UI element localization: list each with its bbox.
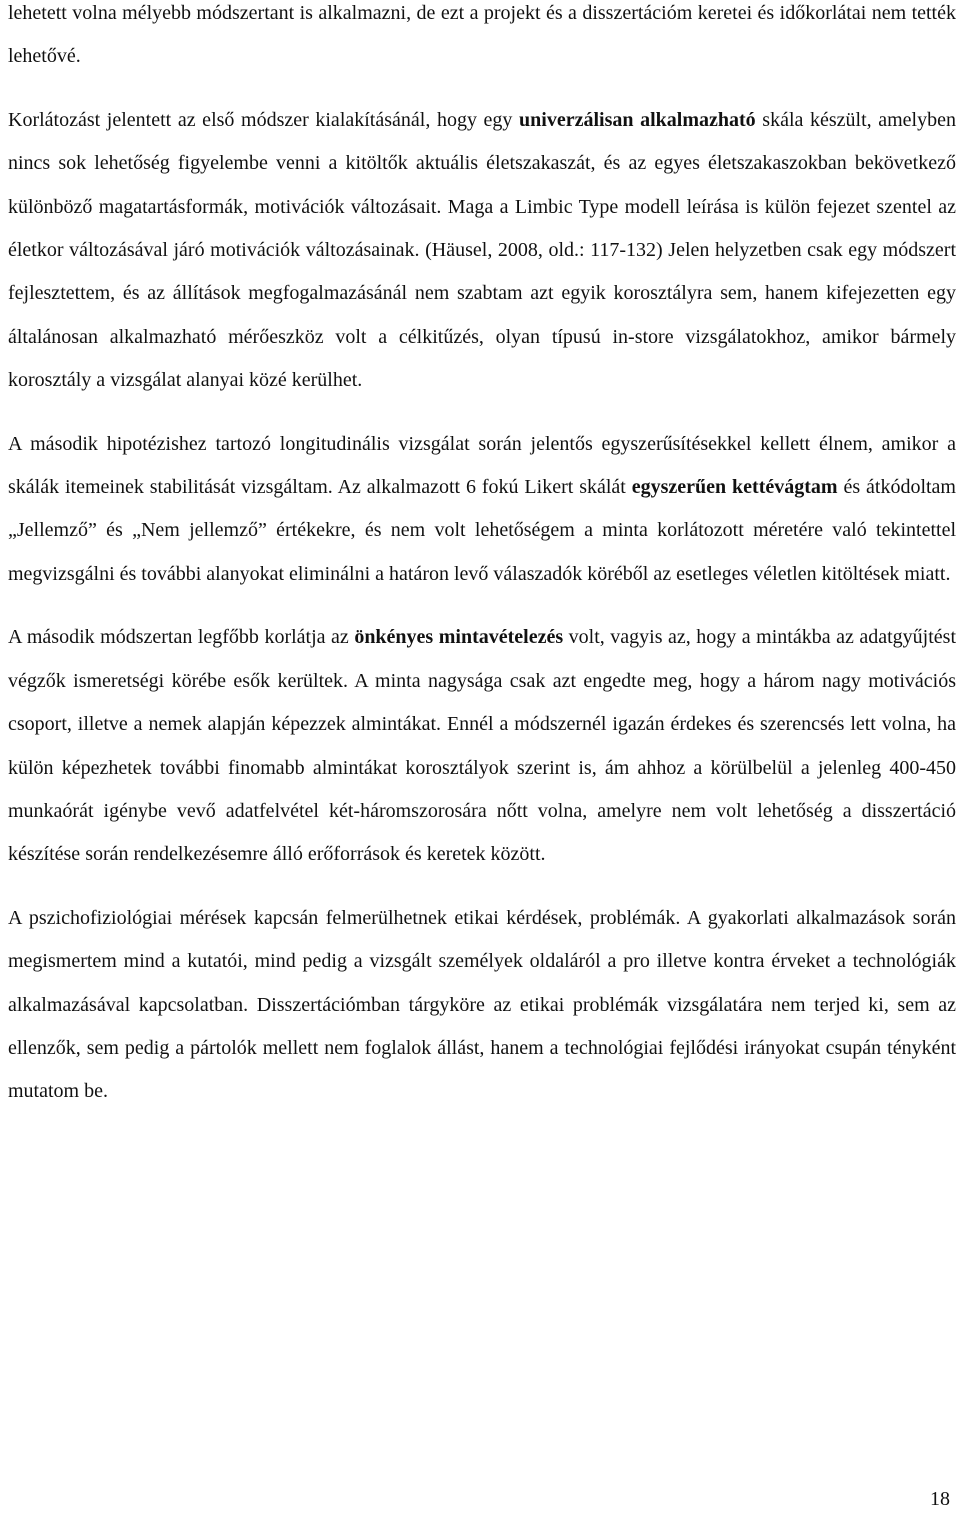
text-run: A pszichofiziológiai mérések kapcsán felmerülhetnek etikai kérdések, problémák. A gyakorlati alkalmazások során megismertem mind a kutatói, mind pedig a vizsgált személyek oldaláról a pro illetve kontra érveket a technológiák alkalmazásával kapcsolatban. Disszertációmban tárgyköre az etikai problémák vizsgálatára nem terjed ki, sem az ellenzők, sem pedig a pártolók mellett nem foglalok állást, hanem a technológiai fejlődési irányokat csupán tényként mutatom be. (8, 906, 956, 1103)
emphasis-text: önkényes mintavételezés (354, 626, 564, 649)
text-run: volt, vagyis az, hogy a mintákba az adatgyűjtést végzők ismeretségi körébe esők kerültek. A minta nagysága csak azt engedte meg, hogy a három nagy motivációs csoport, illetve a nemek alapján képezzek almintákat. Ennél a módszernél igazán érdekes és szerencsés lett volna, ha külön képezhetek további finomabb almintákat korosztályok szerint is, ám ahhoz a körülbelül a jelenleg 400-450 munkaórát igénybe vevő adatfelvétel két-háromszorosára nőtt volna, amelyre nem volt lehetőség a disszertáció készítése során rendelkezésemre álló erőforrások és keretek között. (8, 626, 957, 866)
paragraph-continuation (8, 0, 956, 79)
text-run: A második hipotézishez tartozó longitudinális vizsgálat során jelentős egyszerűsítésekkel kellett élnem, amikor a skálák itemeinek stabilitását vizsgáltam. Az alkalmazott 6 fokú Likert skálát (8, 432, 956, 499)
emphasis-text: univerzálisan alkalmazható (519, 108, 756, 131)
text-run: skála készült, amelyben nincs sok lehetőség figyelembe venni a kitöltők aktuális életszakaszát, és az egyes életszakaszokban bekövetkező különböző magatartásformák, motivációk változásait. Maga a Limbic Type modell leírása is külön fejezet szentel az életkor változásával járó motivációk változásainak. (Häusel, 2008, old.: 117-132) Jelen helyzetben csak egy módszert fejlesztettem, és az állítások megfogalmazásánál nem szabtam azt egyik korosztályra sem, hanem kifejezetten egy általánosan alkalmazható mérőeszköz volt a célkitűzés, olyan típusú in-store vizsgálatokhoz, amikor bármely korosztály a vizsgálat alanyai közé kerülhet. (8, 108, 956, 392)
paragraph-limitation-first-method (8, 99, 956, 403)
paragraph-ethics (8, 897, 956, 1114)
page-number: 18 (930, 1488, 950, 1510)
emphasis-text: egyszerűen kettévágtam (631, 476, 838, 499)
paragraph-second-hypothesis (8, 423, 956, 597)
text-run: lehetett volna mélyebb módszertant is alkalmazni, de ezt a projekt és a disszertációm keretei és időkorlátai nem tették lehetővé. (8, 2, 956, 68)
text-run: és átkódoltam „Jellemző” és „Nem jellemző” értékekre, és nem volt lehetőségem a minta korlátozott méretére való tekintettel megvizsgálni és további alanyokat eliminálni a határon levő válaszadók köréből az esetleges véletlen kitöltések miatt. (8, 476, 956, 585)
paragraph-second-method-limitation (8, 616, 956, 876)
text-run: A második módszertan legfőbb korlátja az (8, 626, 355, 649)
text-run: Korlátozást jelentett az első módszer kialakításánál, hogy egy (8, 108, 520, 131)
document-body (8, 0, 956, 1114)
